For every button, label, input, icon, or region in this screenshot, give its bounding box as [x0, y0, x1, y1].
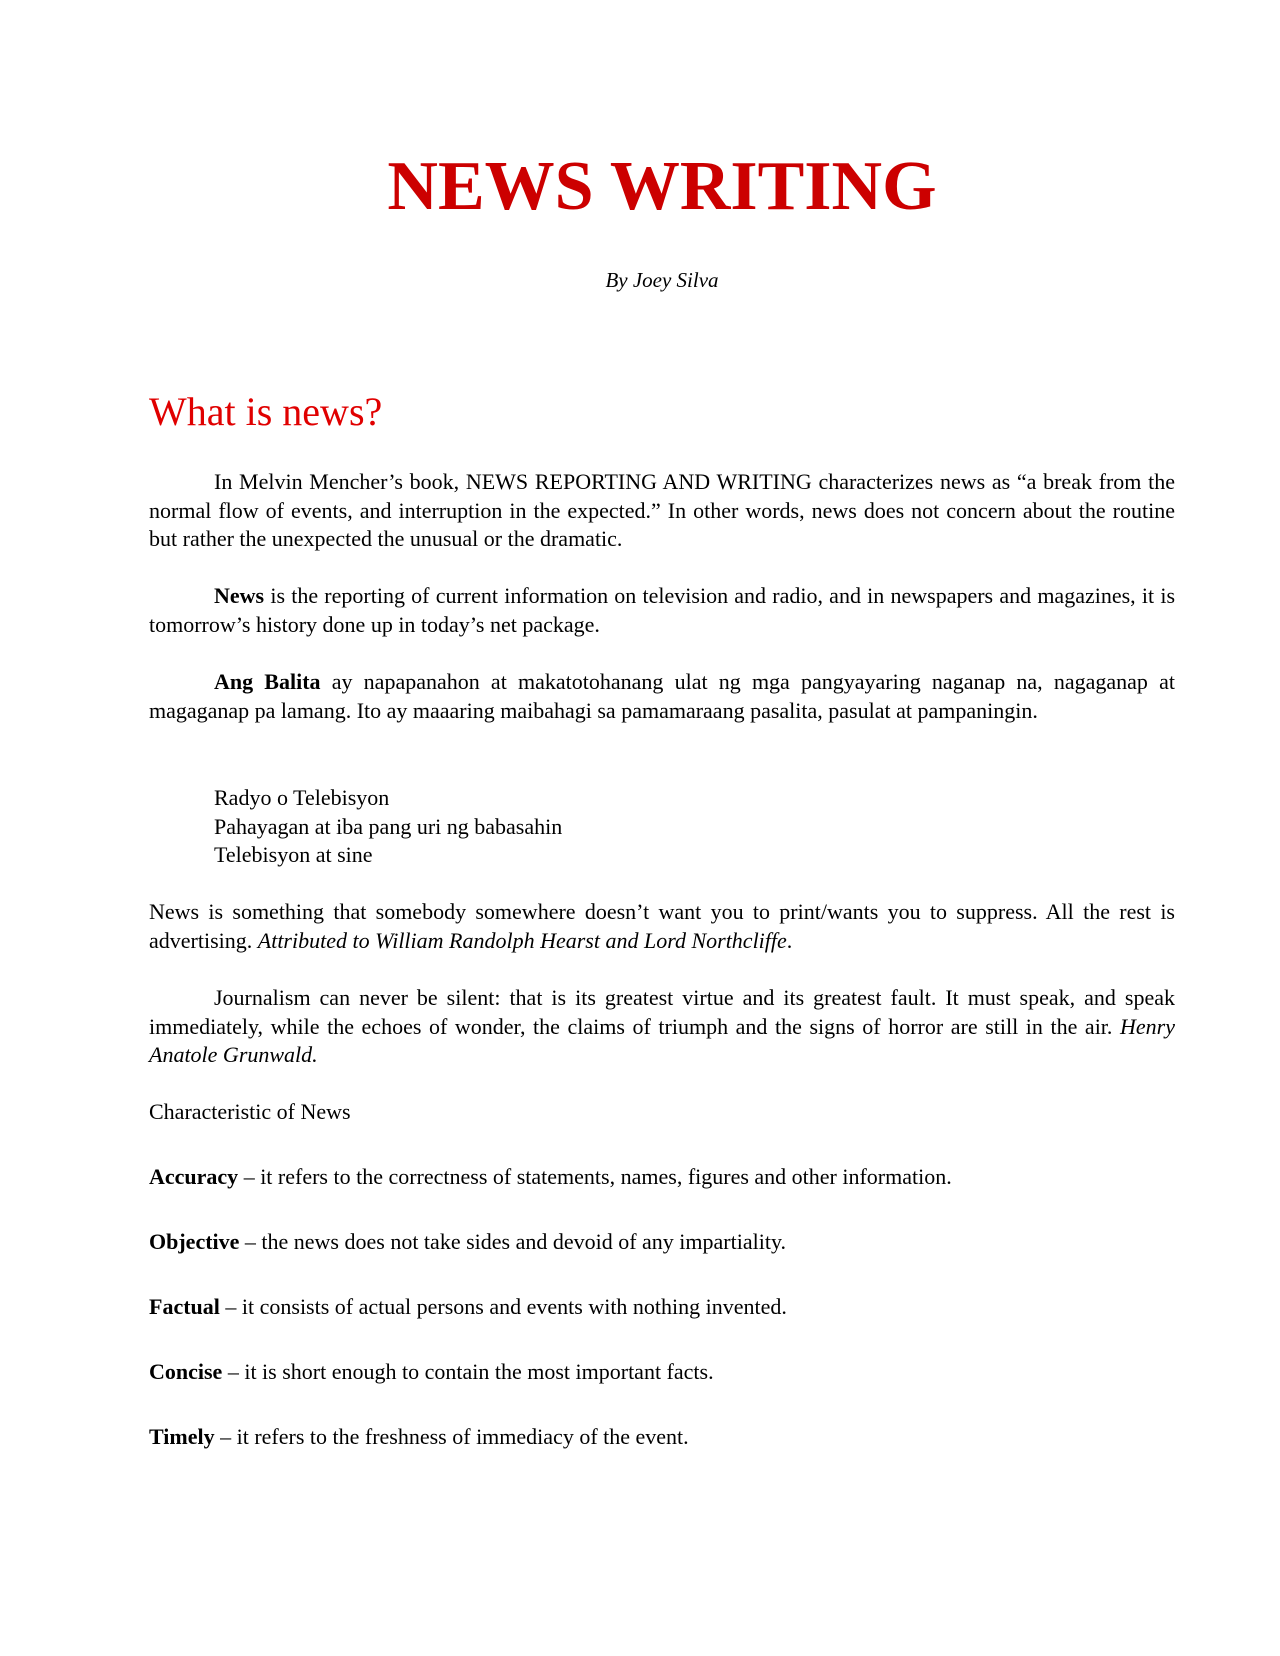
paragraph-grunwald-quote	[149, 984, 1175, 1070]
list-item: Pahayagan at iba pang uri ng babasahin	[214, 813, 563, 839]
section-heading: What is news?	[149, 389, 383, 434]
byline: By Joey Silva	[605, 268, 719, 292]
term-ang-balita: Ang Balita	[214, 669, 321, 694]
characteristic-timely	[149, 1423, 1175, 1452]
characteristic-desc: – it consists of actual persons and events with nothing invented.	[219, 1294, 787, 1319]
characteristic-accuracy	[149, 1163, 1175, 1192]
paragraph-hearst-quote	[149, 898, 1175, 955]
characteristic-term: Factual	[149, 1294, 220, 1319]
characteristic-desc: – it is short enough to contain the most important facts.	[222, 1359, 714, 1384]
news-definition-text: is the reporting of current information on television and radio, and in newspapers and magazines, it is tomorrow’s history done up in today’s net package.	[149, 583, 1175, 637]
quote-period: .	[786, 927, 793, 953]
paragraph-ang-balita	[149, 668, 1175, 725]
characteristic-desc: – it refers to the freshness of immediacy of the event.	[214, 1424, 689, 1449]
paragraph-news-definition	[149, 582, 1175, 639]
hearst-attribution: Attributed to William Randolph Hearst and Lord Northcliffe	[257, 927, 787, 953]
characteristics-heading: Characteristic of News	[149, 1099, 351, 1124]
characteristic-objective	[149, 1228, 1175, 1257]
media-list	[214, 784, 562, 870]
list-item: Telebisyon at sine	[214, 842, 373, 867]
characteristic-desc: – the news does not take sides and devoid of any impartiality.	[239, 1229, 787, 1254]
grunwald-attribution: Henry Anatole Grunwald.	[149, 1013, 1175, 1067]
hearst-quote-text: News is something that somebody somewhere doesn’t want you to print/wants you to suppress. All the rest is advertising.	[149, 899, 1175, 953]
ang-balita-text: ay napapanahon at makatotohanang ulat ng mga pangyayaring naganap na, nagaganap at magaganap pa lamang. Ito ay maaaring maibahagi sa pamamaraang pasalita, pasulat at pampaningin.	[149, 669, 1175, 723]
document-title: NEWS WRITING	[387, 148, 937, 225]
characteristic-term: Concise	[149, 1359, 223, 1384]
term-news: News	[214, 583, 265, 608]
characteristic-term: Objective	[149, 1229, 240, 1254]
list-item: Radyo o Telebisyon	[214, 785, 390, 810]
paragraph-mencher: In Melvin Mencher’s book, NEWS REPORTING AND WRITING characterizes news as “a break from the normal flow of events, and interruption in the expected.” In other words, news does not concern about the routine but rather the unexpected the unusual or the dramatic.	[149, 469, 1175, 551]
characteristic-term: Timely	[149, 1424, 215, 1449]
characteristic-factual	[149, 1293, 1175, 1322]
characteristic-term: Accuracy	[149, 1164, 239, 1189]
characteristic-desc: – it refers to the correctness of statements, names, figures and other information.	[238, 1164, 952, 1189]
grunwald-quote-text: Journalism can never be silent: that is its greatest virtue and its greatest fault. It must speak, and speak immediately, while the echoes of wonder, the claims of triumph and the signs of horror are still in the air.	[149, 985, 1175, 1039]
characteristic-concise	[149, 1358, 1175, 1387]
